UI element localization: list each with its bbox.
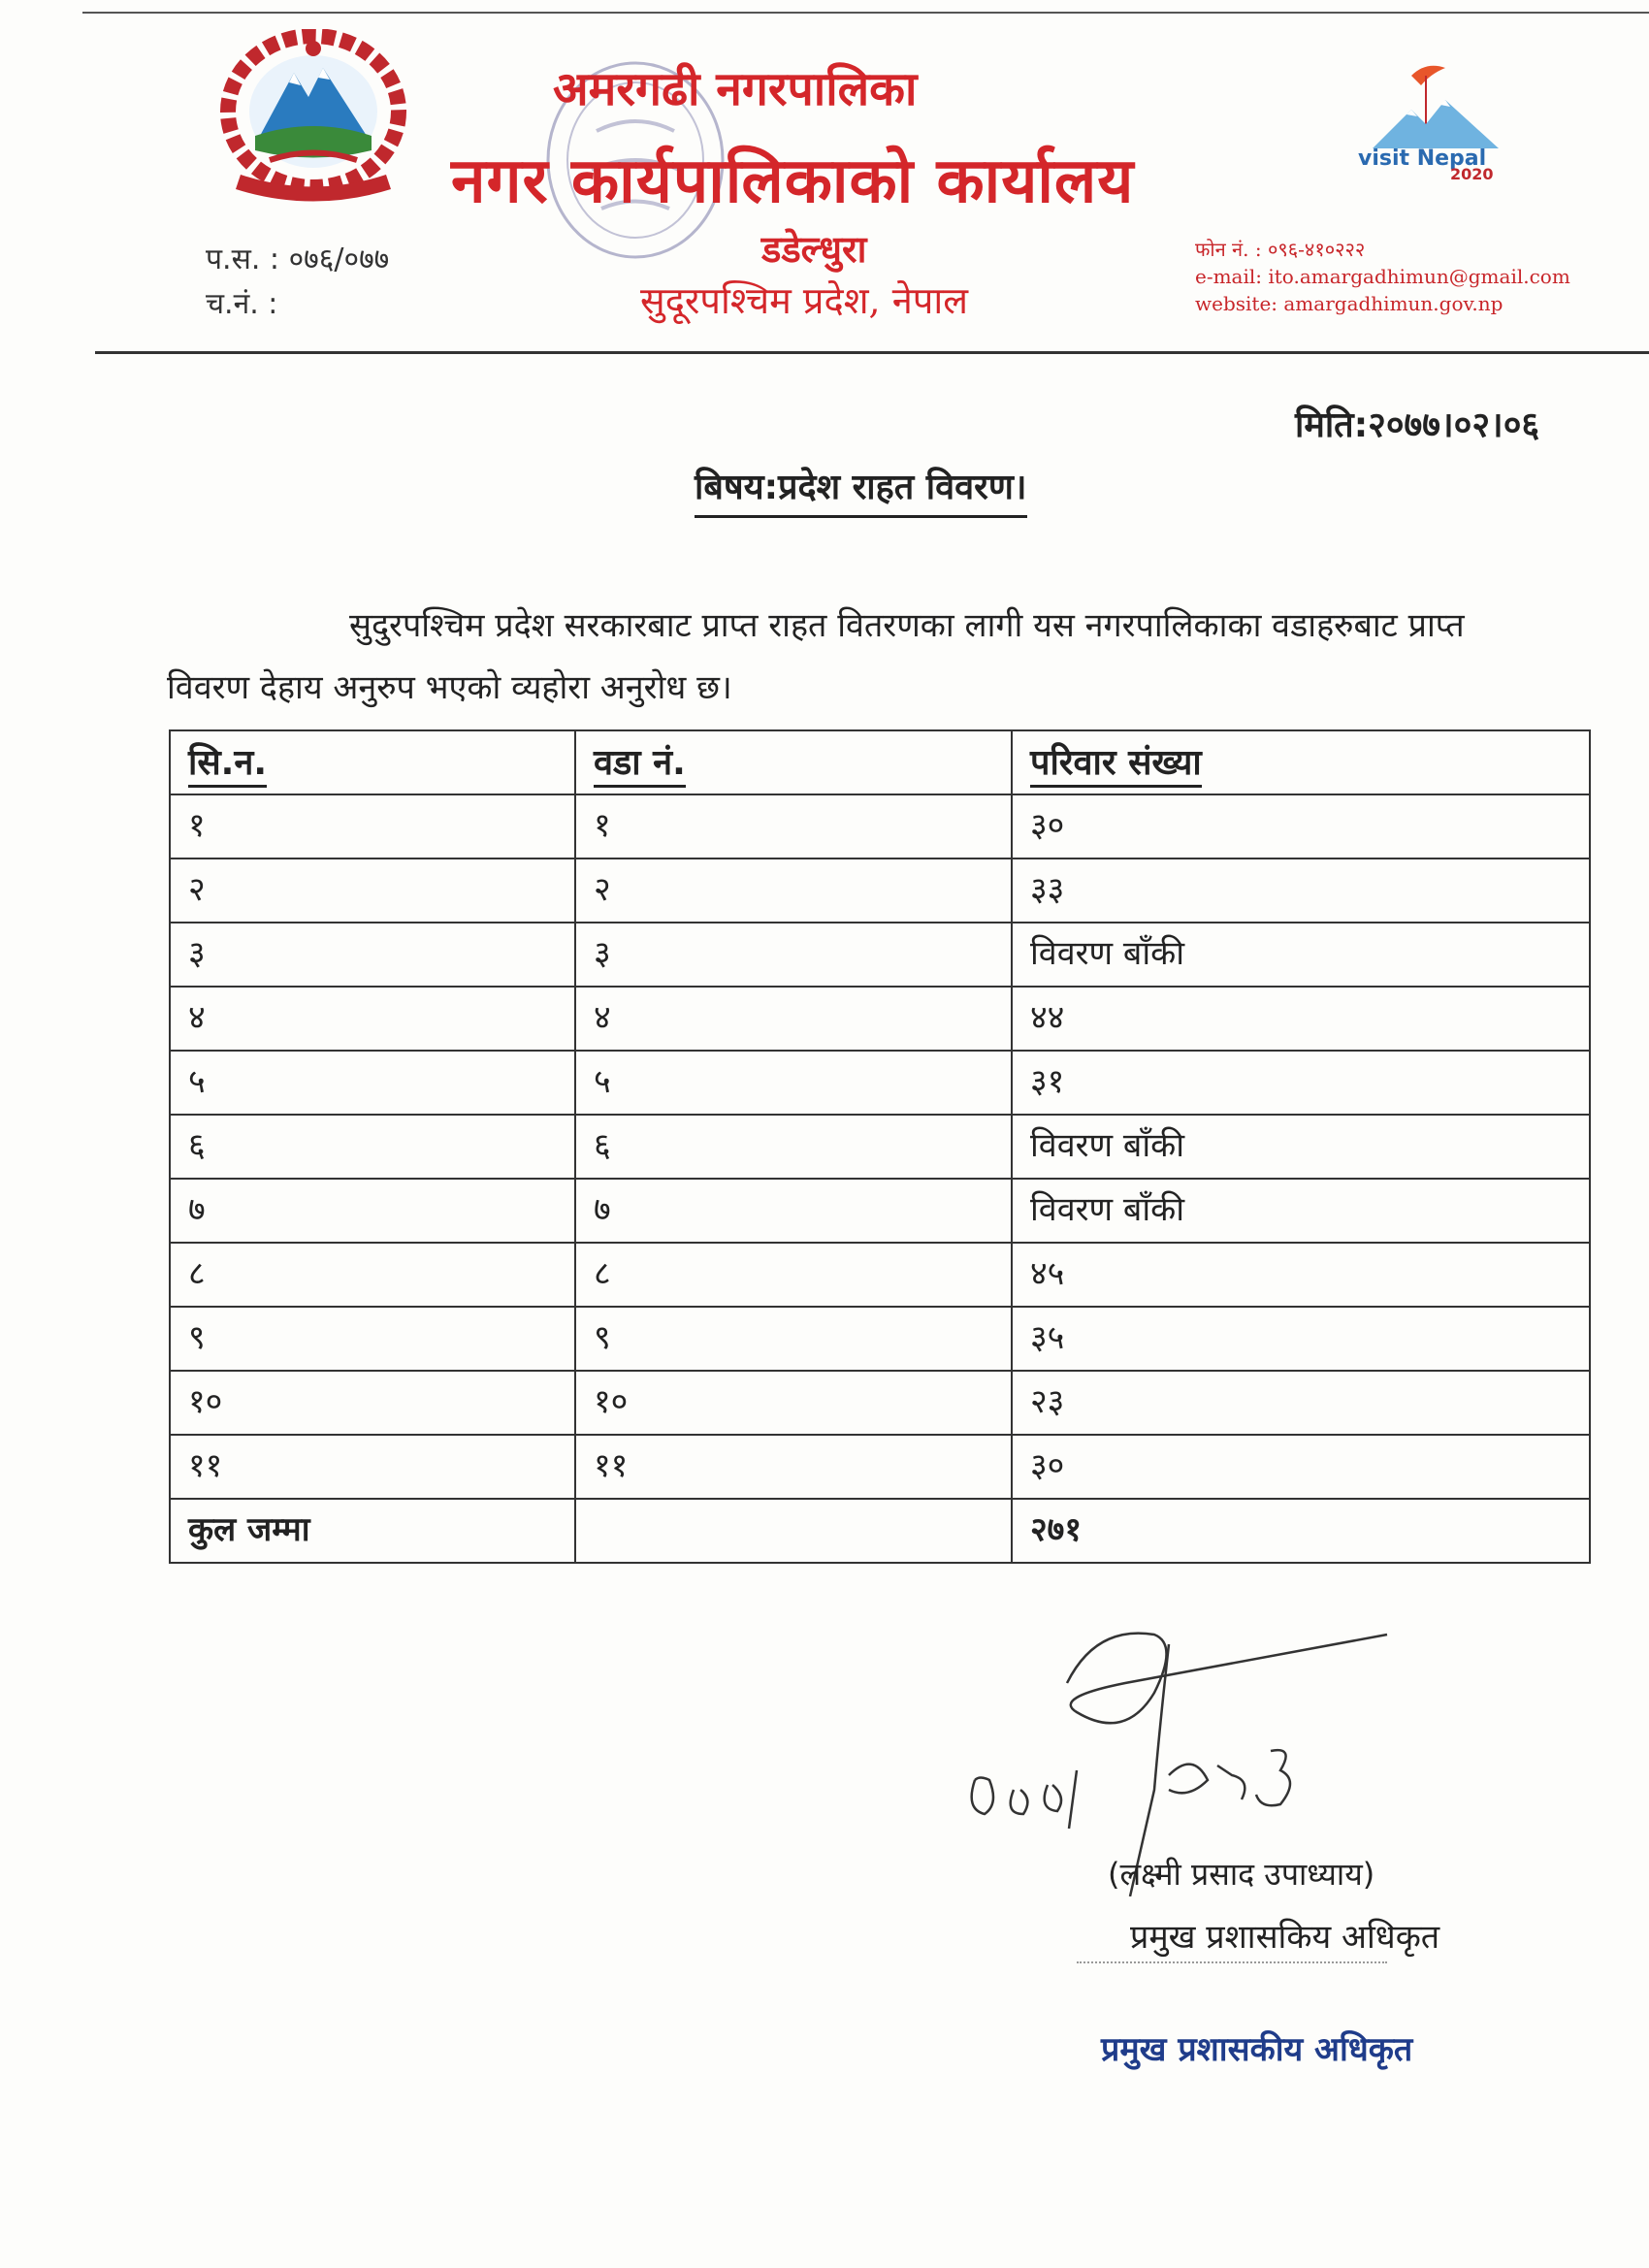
cell-serial: ९ bbox=[170, 1307, 575, 1371]
cell-ward: ५ bbox=[575, 1051, 1012, 1115]
table-row bbox=[170, 1115, 1590, 1179]
visit-nepal-logo-icon bbox=[1353, 56, 1518, 182]
table-row bbox=[170, 923, 1590, 987]
cell-ward: ४ bbox=[575, 987, 1012, 1051]
signature-dotted-line bbox=[1077, 1961, 1387, 1963]
table-row bbox=[170, 1307, 1590, 1371]
office-name: नगर कार्यपालिकाको कार्यालय bbox=[451, 145, 1135, 217]
website-address[interactable]: website: amargadhimun.gov.np bbox=[1195, 292, 1504, 315]
cell-families: ४५ bbox=[1012, 1243, 1590, 1307]
cell-total-ward bbox=[575, 1499, 1012, 1563]
cell-ward: ३ bbox=[575, 923, 1012, 987]
email-address[interactable]: e-mail: ito.amargadhimun@gmail.com bbox=[1195, 265, 1570, 288]
col-header-ward: वडा नं. bbox=[575, 730, 1012, 794]
letter-subject: बिषय:प्रदेश राहत विवरण। bbox=[695, 462, 1027, 518]
cell-families: विवरण बाँकी bbox=[1012, 923, 1590, 987]
cell-ward: ९ bbox=[575, 1307, 1012, 1371]
table-row bbox=[170, 859, 1590, 923]
cell-total-label: कुल जम्मा bbox=[170, 1499, 575, 1563]
table-row bbox=[170, 1371, 1590, 1435]
phone-number: फोन नं. : ०९६-४१०२२२ bbox=[1195, 238, 1366, 261]
contact-block bbox=[1195, 236, 1570, 317]
cell-serial: ११ bbox=[170, 1435, 575, 1499]
cell-ward: ६ bbox=[575, 1115, 1012, 1179]
province-name: सुदूरपश्चिम प्रदेश, नेपाल bbox=[640, 279, 968, 322]
signatory-name: (लक्ष्मी प्रसाद उपाध्याय) bbox=[1108, 1856, 1375, 1893]
cell-families: ४४ bbox=[1012, 987, 1590, 1051]
cell-families: ३५ bbox=[1012, 1307, 1590, 1371]
col-header-serial: सि.न. bbox=[170, 730, 575, 794]
cell-ward: २ bbox=[575, 859, 1012, 923]
cell-serial: ८ bbox=[170, 1243, 575, 1307]
cell-ward: १० bbox=[575, 1371, 1012, 1435]
relief-distribution-table bbox=[169, 729, 1591, 1564]
top-border-line bbox=[82, 12, 1649, 14]
cell-serial: ६ bbox=[170, 1115, 575, 1179]
col-header-families: परिवार संख्या bbox=[1012, 730, 1590, 794]
cell-families: विवरण बाँकी bbox=[1012, 1179, 1590, 1243]
cell-serial: १ bbox=[170, 794, 575, 859]
table-row bbox=[170, 987, 1590, 1051]
table-row bbox=[170, 794, 1590, 859]
cell-total-families: २७१ bbox=[1012, 1499, 1590, 1563]
letter-date: मिति:२०७७।०२।०६ bbox=[1295, 405, 1540, 445]
cell-families: ३१ bbox=[1012, 1051, 1590, 1115]
nepal-emblem-icon bbox=[211, 29, 415, 204]
table-row bbox=[170, 1179, 1590, 1243]
table-total-row bbox=[170, 1499, 1590, 1563]
body-paragraph-line1: सुदुरपश्चिम प्रदेश सरकारबाट प्राप्त राहत वितरणका लागी यस नगरपालिकाका वडाहरुबाट प्राप्त bbox=[349, 606, 1465, 645]
dispatch-number: च.नं. : bbox=[206, 287, 278, 321]
cell-families: २३ bbox=[1012, 1371, 1590, 1435]
cell-serial: ४ bbox=[170, 987, 575, 1051]
district-name: डडेल्धुरा bbox=[761, 227, 867, 271]
cell-serial: ३ bbox=[170, 923, 575, 987]
table-header-row bbox=[170, 730, 1590, 794]
visit-logo-year: 2020 bbox=[1450, 165, 1494, 182]
table-row bbox=[170, 1243, 1590, 1307]
cell-ward: १ bbox=[575, 794, 1012, 859]
cell-families: ३३ bbox=[1012, 859, 1590, 923]
header-divider bbox=[95, 351, 1649, 354]
cell-serial: ५ bbox=[170, 1051, 575, 1115]
cell-serial: २ bbox=[170, 859, 575, 923]
table-row bbox=[170, 1051, 1590, 1115]
official-stamp-title: प्रमुख प्रशासकीय अधिकृत bbox=[1101, 2030, 1413, 2069]
municipality-name: अमरगढी नगरपालिका bbox=[553, 62, 918, 116]
reference-block bbox=[206, 238, 389, 327]
reference-number: प.स. : ०७६/०७७ bbox=[206, 243, 390, 276]
cell-ward: ८ bbox=[575, 1243, 1012, 1307]
cell-serial: १० bbox=[170, 1371, 575, 1435]
cell-families: ३० bbox=[1012, 1435, 1590, 1499]
cell-families: ३० bbox=[1012, 794, 1590, 859]
cell-ward: ११ bbox=[575, 1435, 1012, 1499]
visit-logo-text: visit Nepal bbox=[1358, 146, 1487, 171]
cell-families: विवरण बाँकी bbox=[1012, 1115, 1590, 1179]
cell-ward: ७ bbox=[575, 1179, 1012, 1243]
table-row bbox=[170, 1435, 1590, 1499]
body-paragraph-line2: विवरण देहाय अनुरुप भएको व्यहोरा अनुरोध छ। bbox=[167, 668, 732, 707]
cell-serial: ७ bbox=[170, 1179, 575, 1243]
signatory-title: प्रमुख प्रशासकिय अधिकृत bbox=[1130, 1918, 1440, 1957]
